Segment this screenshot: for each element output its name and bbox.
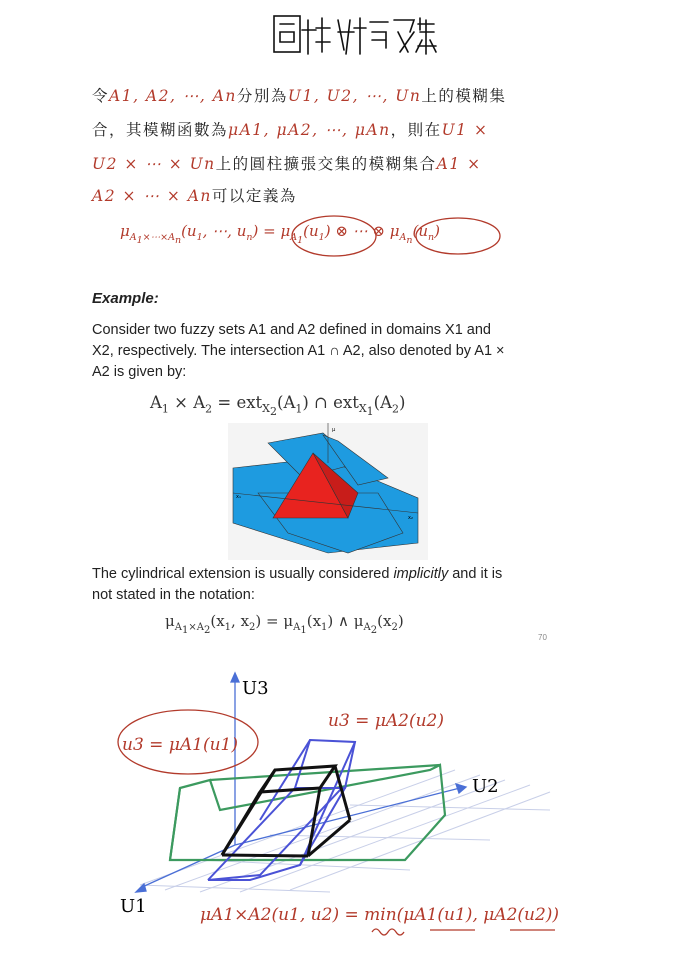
- label-u3-a2: u3 = μA2(u2): [328, 711, 444, 731]
- axis-u2-label: U2: [472, 776, 499, 797]
- formula-cylindrical-intersection: $\mu_{A_1\times\cdots\times A_n}(u_1$, ⋯, $u_n) = \mu_{A_1}(u_1)$ ⊗ ⋯ ⊗ $\mu_{A_n}(u_n)$: [120, 222, 441, 246]
- svg-text:x₂: x₂: [408, 515, 413, 521]
- definition-line-1: 令A1, A2, ⋯, An分別為U1, U2, ⋯, Un上的模糊集: [92, 87, 507, 105]
- handwritten-title: [268, 10, 438, 58]
- label-u3-a1: u3 = μA1(u1): [122, 735, 238, 755]
- page-number: 70: [538, 633, 547, 642]
- svg-text:μ: μ: [332, 427, 336, 433]
- svg-text:x₁: x₁: [236, 494, 241, 500]
- definition-line-4: A2 × ⋯ × An可以定義為: [92, 187, 297, 205]
- example-paragraph-1: Consider two fuzzy sets A1 and A2 defined in domains X1 and X2, respectively. The intersection A1 ∩ A2, also denoted by A1 × A2 is given by:: [92, 322, 505, 380]
- example-heading: Example:: [92, 290, 159, 307]
- cylindrical-extension-diagram: [110, 670, 630, 945]
- definition-line-2: 合，其模糊函數為μA1, μA2, ⋯, μAn，則在U1 ×: [92, 121, 489, 139]
- axis-u3-label: U3: [242, 678, 269, 699]
- formula-implicit: $\mu_{A_1\times A_2}(x_1$, $x_2) = \mu_{A_1}(x_1)$ ∧ $\mu_{A_2}(x_2)$: [165, 612, 404, 636]
- fuzzy-intersection-figure: [228, 423, 428, 560]
- axis-u1-label: U1: [120, 896, 147, 917]
- definition-line-3: U2 × ⋯ × Un上的圓柱擴張交集的模糊集合A1 ×: [92, 155, 482, 173]
- hand-circles: [290, 212, 510, 262]
- example-paragraph-2: The cylindrical extension is usually considered implicitly and it is not stated in the notation:: [92, 566, 503, 603]
- bottom-min-equation: μA1×A2(u1, u2) = min(μA1(u1), μA2(u2)): [200, 905, 560, 925]
- formula-ext-intersection: $A_1 \times A_2 = ext_{X_2}(A_1)$ ∩ $ext_{X_1}(A_2)$: [150, 393, 406, 419]
